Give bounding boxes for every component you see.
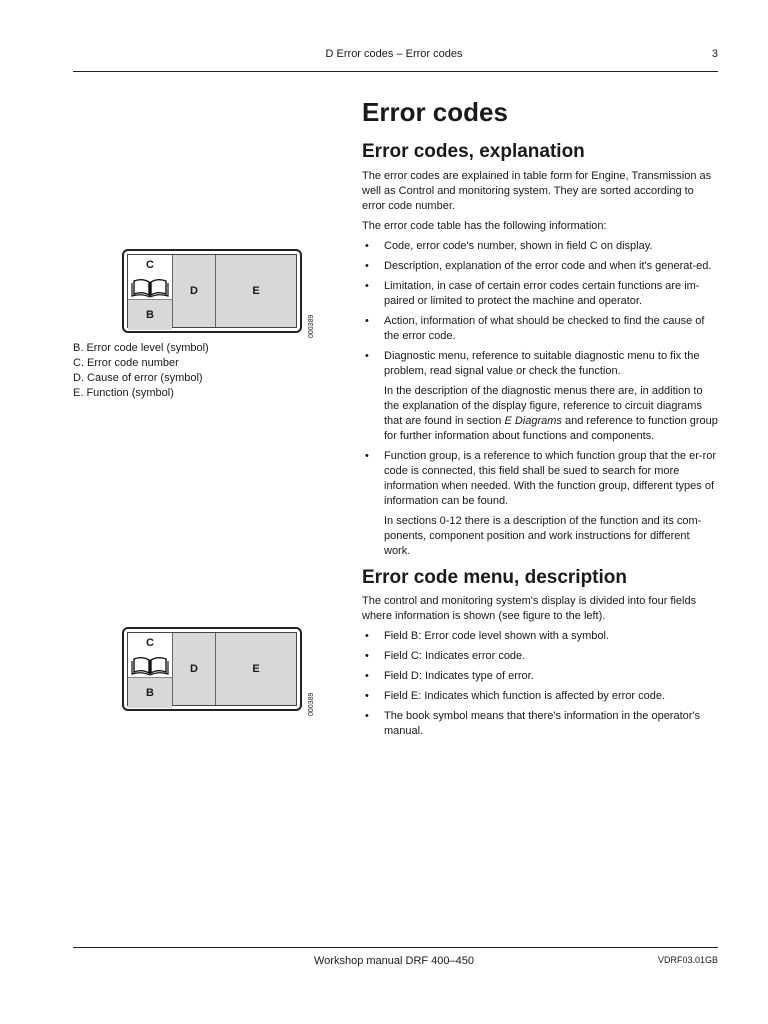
field-b-label: B	[128, 299, 172, 330]
paragraph: The control and monitoring system's display is divided into four fields where information is shown (see figure to the left).	[362, 595, 697, 622]
field-d-label: D	[190, 285, 198, 297]
note-text: and reference to function group for further information about functions and components.	[384, 415, 718, 442]
field-c-label: C	[128, 255, 172, 275]
field-list	[362, 629, 718, 739]
section-heading: Error codes, explanation	[362, 141, 585, 162]
field-c-label: C	[128, 633, 172, 653]
list-item: • Limitation, in case of certain error codes certain functions are im-paired or limited to protect the machine and operator.	[362, 279, 718, 309]
section-reference: E Diagrams	[504, 415, 562, 427]
running-header: D Error codes – Error codes	[325, 48, 463, 60]
display-figure-1	[122, 249, 302, 333]
page-title: Error codes	[362, 97, 508, 127]
legend-item: D. Cause of error (symbol)	[73, 372, 203, 384]
field-e-label: E	[252, 285, 260, 297]
display-figure-2	[122, 627, 302, 711]
book-icon	[128, 653, 172, 677]
footer-rule	[73, 947, 718, 948]
paragraph: The error code table has the following information:	[362, 220, 607, 232]
figure-code: 000389	[308, 314, 315, 338]
section-heading: Error code menu, description	[362, 567, 627, 588]
header-rule	[73, 71, 718, 72]
display-panel	[127, 254, 297, 328]
info-list	[362, 239, 718, 379]
footer-doc-code: VDRF03.01GB	[657, 955, 718, 965]
figure-code: 000389	[308, 692, 315, 716]
list-item: • Description, explanation of the error code and when it's generat-ed.	[362, 259, 718, 274]
paragraph: The error codes are explained in table form for Engine, Transmission as well as Control and monitoring system. They are sorted according to error code number.	[362, 170, 712, 212]
list-item: • Diagnostic menu, reference to suitable diagnostic menu to fix the problem, read signal value or check the function.	[362, 349, 718, 379]
sections-note: In sections 0-12 there is a description of the function and its com-ponents, component position and work instructions for different work.	[384, 515, 702, 557]
field-b-label: B	[128, 677, 172, 708]
diagnostic-note	[362, 384, 718, 444]
note-text: In the description of the diagnostic menus there are, in addition to the explanation of the display figure, reference to circuit diagrams that are found in section	[384, 385, 703, 427]
list-item: • Field E: Indicates which function is affected by error code.	[362, 689, 718, 704]
list-item: • Code, error code's number, shown in field C on display.	[362, 239, 718, 254]
list-item: • Field B: Error code level shown with a symbol.	[362, 629, 718, 644]
info-list	[362, 449, 718, 509]
page-number: 3	[711, 48, 718, 60]
list-item: • Field C: Indicates error code.	[362, 649, 718, 664]
field-d-label: D	[190, 663, 198, 675]
main-content	[362, 97, 718, 744]
list-item: • Action, information of what should be checked to find the cause of the error code.	[362, 314, 718, 344]
footer-manual: Workshop manual DRF 400–450	[314, 955, 474, 967]
legend-item: C. Error code number	[73, 357, 179, 369]
legend-item: E. Function (symbol)	[73, 387, 174, 399]
field-e-label: E	[252, 663, 260, 675]
list-item: • The book symbol means that there's information in the operator's manual.	[362, 709, 718, 739]
book-icon	[128, 275, 172, 299]
list-item: • Field D: Indicates type of error.	[362, 669, 718, 684]
list-item: • Function group, is a reference to which function group that the er-ror code is connected, this field shall be sued to search for more information when needed. With the function group, different types of information can be found.	[362, 449, 718, 509]
display-panel	[127, 632, 297, 706]
legend-item: B. Error code level (symbol)	[73, 342, 209, 354]
figure-legend	[73, 341, 209, 401]
